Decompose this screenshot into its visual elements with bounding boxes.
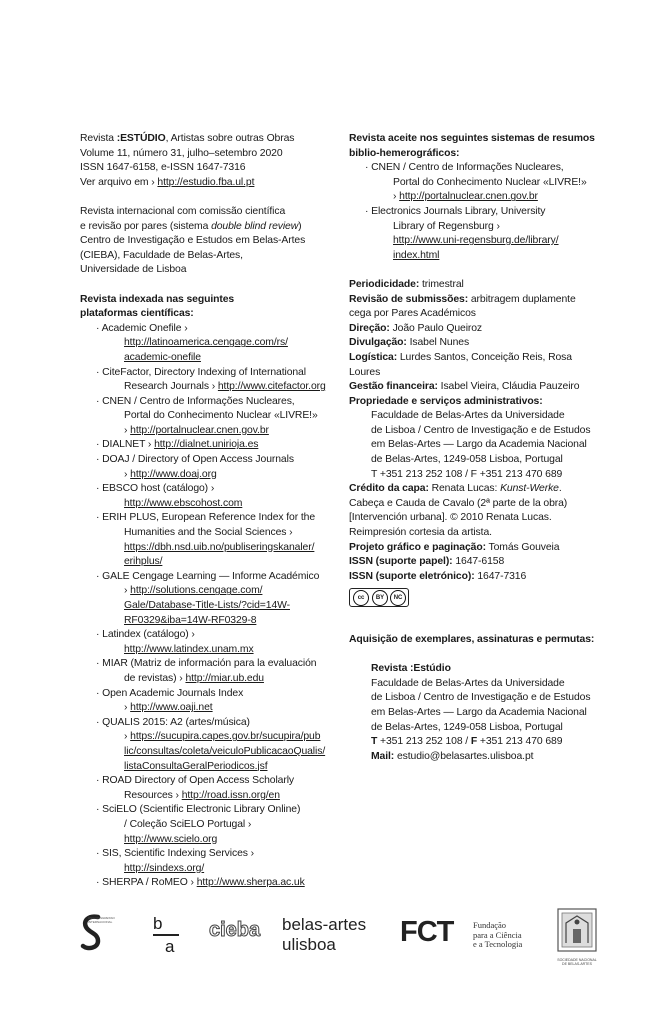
list-item-title: · MIAR (Matriz de información para la evaluación: [96, 658, 317, 670]
list-item: [349, 205, 601, 263]
list-item-title: · CiteFactor, Directory Indexing of International: [96, 366, 306, 378]
capa-line: Cabeça e Cauda de Cavalo (2ª parte de la obra): [349, 497, 568, 509]
list-item-link[interactable]: https://dbh.nsd.uib.no/publiseringskanaler/: [124, 541, 315, 553]
list-item-line: [104, 526, 332, 541]
list-item-title: · CNEN / Centro de Informações Nucleares,: [365, 162, 564, 174]
list-item: [80, 716, 332, 774]
logo-strip: [0, 905, 671, 975]
list-item-line: [373, 249, 601, 264]
systems-title: Revista aceite nos seguintes sistemas de resumos: [349, 133, 595, 144]
list-item-line: [104, 730, 332, 745]
list-item: [80, 453, 332, 482]
list-item-title: · SIS, Scientific Indexing Services ›: [96, 848, 254, 860]
list-item-text: ›: [124, 731, 131, 743]
fax-value: +351 213 470 689: [477, 736, 563, 748]
list-item-link[interactable]: http://www.latindex.unam.mx: [124, 643, 254, 655]
propriedade-line: Faculdade de Belas-Artes da Universidade: [371, 410, 565, 422]
list-item-text: / Coleção SciELO Portugal ›: [124, 818, 252, 830]
phone-value: +351 213 252 108 /: [377, 736, 471, 748]
propriedade-line: T +351 213 252 108 / F +351 213 470 689: [371, 468, 563, 480]
propriedade-label: Propriedade e serviços administrativos:: [349, 395, 543, 407]
list-item: [80, 395, 332, 439]
mail-label: Mail:: [371, 750, 395, 762]
intro-line: Centro de Investigação e Estudos em Belas-Artes: [80, 235, 306, 247]
revisao-label: Revisão de submissões:: [349, 293, 469, 305]
list-item-text: ›: [124, 702, 131, 714]
ba-bottom: a: [165, 936, 175, 956]
capa-line: Reimpresión cortesia da artista.: [349, 527, 492, 539]
list-item-line: [373, 234, 601, 249]
list-item-line: [104, 672, 332, 687]
gestao-value: Isabel Vieira, Cláudia Pauzeiro: [437, 381, 580, 393]
journal-name: :ESTÚDIO: [116, 133, 166, 144]
systems-title: biblio-hemerográficos:: [349, 147, 460, 159]
list-item-line: [104, 409, 332, 424]
list-item-text: ›: [124, 585, 131, 597]
list-item-line: [104, 760, 332, 775]
list-item: [80, 511, 332, 569]
list-item-link[interactable]: http://dialnet.unirioja.es: [154, 439, 259, 451]
list-item-line: [104, 584, 332, 599]
list-item-title: · ROAD Directory of Open Access Scholarly: [96, 775, 295, 787]
cso-logo: [80, 913, 115, 956]
contact-block: [349, 662, 601, 764]
list-item: [80, 657, 332, 686]
list-item-line: [104, 380, 332, 395]
gestao-label: Gestão financeira:: [349, 381, 438, 393]
list-item-title: · DIALNET ›: [96, 439, 155, 451]
capa-dot: .: [558, 483, 562, 495]
capa-label: Crédito da capa:: [349, 483, 429, 495]
issn-elec-value: 1647-7316: [474, 570, 527, 582]
divulgacao-label: Divulgação:: [349, 337, 407, 349]
list-item: [80, 628, 332, 657]
list-item-text: ›: [124, 468, 131, 480]
contact-name: Revista :Estúdio: [371, 663, 451, 675]
list-item-link[interactable]: erihplus/: [124, 556, 163, 568]
list-item-line: [104, 599, 332, 614]
list-item-text: Portal do Conhecimento Nuclear «LIVRE!»: [393, 176, 587, 188]
contact-line: de Lisboa / Centro de Investigação e de Estudos: [371, 692, 591, 704]
list-item-line: [104, 818, 332, 833]
list-item-title: · DOAJ / Directory of Open Access Journals: [96, 454, 294, 466]
list-item-link[interactable]: https://sucupira.capes.gov.br/sucupira/pub: [130, 731, 321, 743]
list-item-link[interactable]: academic-onefile: [124, 351, 201, 363]
contact-line: Faculdade de Belas-Artes da Universidade: [371, 677, 565, 689]
fct-logo: FCT: [400, 916, 454, 948]
fct-text-line: Fundação: [473, 920, 507, 930]
issn-papel-label: ISSN (suporte papel):: [349, 556, 453, 568]
direcao-value: João Paulo Queiroz: [389, 322, 483, 334]
list-item-line: [104, 424, 332, 439]
list-item-title: · Academic Onefile ›: [96, 322, 188, 334]
list-item-title: · EBSCO host (catálogo) ›: [96, 483, 215, 495]
list-item-title: · ERIH PLUS, European Reference Index for the: [96, 512, 316, 524]
right-column: [349, 132, 601, 764]
list-item-text: Research Journals ›: [124, 381, 218, 393]
cc-icon: cc: [353, 590, 369, 606]
list-item: [80, 803, 332, 847]
list-item-title: · QUALIS 2015: A2 (artes/música): [96, 716, 250, 728]
list-item-link[interactable]: RF0329&iba=14W-RF0329-8: [124, 614, 257, 626]
issn-elec-label: ISSN (suporte eletrónico):: [349, 570, 475, 582]
list-item: [80, 570, 332, 628]
revisao-value: arbitragem duplamente: [468, 293, 576, 305]
intro-block: [80, 205, 332, 278]
belas-artes-logo: [282, 915, 366, 955]
list-item-text: Resources ›: [124, 789, 182, 801]
list-item: [80, 774, 332, 803]
left-column: [80, 132, 332, 891]
indexed-title: Revista indexada nas seguintes: [80, 293, 235, 305]
list-item-line: [373, 176, 601, 191]
contact-line: de Belas-Artes, 1249-058 Lisboa, Portugal: [371, 721, 563, 733]
propriedade-line: de Lisboa / Centro de Investigação e de Estudos: [371, 424, 591, 436]
list-item-title: · GALE Cengage Learning — Informe Académico: [96, 570, 320, 582]
list-item-title: · Latindex (catálogo) ›: [96, 629, 195, 641]
intro-line: Revista internacional com comissão científica: [80, 205, 286, 217]
list-item-link[interactable]: http://portalnuclear.cnen.gov.br: [130, 424, 269, 436]
list-item-link[interactable]: index.html: [393, 249, 440, 261]
list-item-line: [104, 701, 332, 716]
list-item-title: · Open Academic Journals Index: [96, 687, 244, 699]
archive-link[interactable]: http://estudio.fba.ul.pt: [157, 176, 255, 188]
list-item-text: Library of Regensburg ›: [393, 220, 500, 232]
systems-list: [349, 161, 601, 263]
archive-label: Ver arquivo em ›: [80, 176, 158, 188]
list-item-line: [104, 614, 332, 629]
issn-papel-value: 1647-6158: [452, 556, 505, 568]
capa-line: [Intervención urbana]. © 2010 Renata Lucas.: [349, 512, 552, 524]
fct-text: [473, 921, 522, 950]
volume-line: Volume 11, número 31, julho–setembro 2020: [80, 147, 283, 159]
list-item-link[interactable]: http://www.ebscohost.com: [124, 497, 243, 509]
ba-logo: [153, 915, 179, 955]
mail-value: estudio@belasartes.ulisboa.pt: [394, 750, 534, 762]
intro-italic: double blind review: [211, 220, 299, 232]
journal-header: [80, 132, 332, 190]
capa-author: Renata Lucas:: [428, 483, 501, 495]
sna-text: SOCIEDADE NACIONAL DE BELAS-ARTES: [557, 958, 597, 966]
list-item-line: [104, 541, 332, 556]
intro-line: Universidade de Lisboa: [80, 264, 187, 276]
list-item-title: · SHERPA / RoMEO ›: [96, 877, 197, 889]
creative-commons-badge: [349, 588, 409, 607]
list-item-link[interactable]: http://www.sherpa.ac.uk: [196, 877, 305, 889]
header-prefix: Revista: [80, 133, 117, 144]
list-item-link[interactable]: http://www.scielo.org: [124, 833, 218, 845]
list-item-link[interactable]: Gale/Database-Title-Lists/?cid=14W-: [124, 600, 290, 611]
list-item-text: ›: [124, 424, 131, 436]
list-item-line: [104, 497, 332, 512]
list-item-line: [104, 643, 332, 658]
indexed-title: plataformas científicas:: [80, 308, 194, 320]
list-item-line: [104, 789, 332, 804]
list-item-link[interactable]: lic/consultas/coleta/veiculoPublicacaoQualis/: [124, 745, 326, 757]
divulgacao-value: Isabel Nunes: [406, 337, 470, 349]
projeto-label: Projeto gráfico e paginação:: [349, 541, 486, 553]
list-item-link[interactable]: http://www.uni-regensburg.de/library/: [393, 235, 559, 247]
list-item-link[interactable]: http://sindexs.org/: [124, 862, 205, 874]
periodicidade-value: trimestral: [419, 278, 464, 290]
phone-label: T: [371, 736, 378, 748]
list-item: [80, 687, 332, 716]
projeto-value: Tomás Gouveia: [485, 541, 560, 553]
direcao-label: Direção:: [349, 322, 390, 334]
intro-line: e revisão por pares (sistema: [80, 220, 212, 232]
capa-work: Kunst-Werke: [500, 483, 559, 495]
list-item-title: · CNEN / Centro de Informações Nucleares,: [96, 395, 295, 407]
list-item: [349, 161, 601, 205]
propriedade-line: em Belas-Artes — Largo da Academia Nacional: [371, 439, 587, 451]
issn-line: ISSN 1647-6158, e-ISSN 1647-7316: [80, 162, 246, 174]
list-item-line: [104, 833, 332, 848]
sna-logo: [556, 907, 598, 965]
list-item-link[interactable]: http://www.doaj.org: [130, 468, 217, 480]
fax-label: F: [470, 736, 478, 748]
list-item-text: Humanities and the Social Sciences ›: [124, 527, 293, 539]
list-item-line: [104, 862, 332, 877]
list-item: [80, 876, 332, 891]
revisao-value: cega por Pares Académicos: [349, 308, 476, 320]
list-item: [80, 847, 332, 876]
list-item: [80, 438, 332, 453]
list-item-line: [104, 555, 332, 570]
list-item-text: Portal do Conhecimento Nuclear «LIVRE!»: [124, 410, 318, 422]
cieba-logo: cieba: [209, 919, 261, 941]
ba-top: b: [153, 914, 163, 933]
list-item-text: ›: [393, 191, 400, 203]
periodicidade-label: Periodicidade:: [349, 278, 420, 290]
fct-text-line: e a Tecnologia: [473, 939, 523, 949]
list-item: [80, 482, 332, 511]
logistica-value: Lurdes Santos, Conceição Reis, Rosa Loures: [349, 351, 572, 378]
list-item-link[interactable]: http://solutions.cengage.com/: [130, 585, 263, 597]
sna-emblem-icon: [556, 907, 598, 953]
cso-text: CSO CONGRESSO INTERNACIONAL: [88, 916, 115, 924]
belas-line1: belas-artes: [282, 915, 367, 934]
list-item: [80, 322, 332, 366]
nc-icon: NC: [390, 590, 406, 606]
list-item-link[interactable]: http://latinoamerica.cengage.com/rs/: [124, 337, 288, 349]
list-item-link[interactable]: http://www.citefactor.org: [217, 381, 326, 393]
ba-rule: [153, 934, 179, 936]
list-item-line: [104, 351, 332, 366]
list-item: [80, 366, 332, 395]
list-item-link[interactable]: http://road.issn.org/en: [181, 789, 280, 801]
logistica-label: Logística:: [349, 351, 398, 363]
list-item-link[interactable]: http://miar.ub.edu: [185, 672, 264, 684]
list-item-line: [373, 220, 601, 235]
intro-line: ): [298, 220, 302, 232]
index-list: [80, 322, 332, 891]
list-item-line: [104, 336, 332, 351]
contact-line: em Belas-Artes — Largo da Academia Nacional: [371, 706, 587, 718]
fct-text-line: para a Ciência: [473, 929, 522, 940]
list-item-line: [104, 468, 332, 483]
header-subtitle: , Artistas sobre outras Obras: [165, 133, 295, 144]
by-icon: BY: [372, 590, 388, 606]
list-item-link[interactable]: listaConsultaGeralPeriodicos.jsf: [124, 760, 268, 772]
belas-line2: ulisboa: [282, 935, 336, 954]
aquisicao-title: Aquisição de exemplares, assinaturas e permutas:: [349, 634, 595, 645]
list-item-line: [373, 190, 601, 205]
propriedade-line: de Belas-Artes, 1249-058 Lisboa, Portugal: [371, 454, 563, 466]
list-item-title: · SciELO (Scientific Electronic Library Online): [96, 804, 301, 816]
intro-line: (CIEBA), Faculdade de Belas-Artes,: [80, 249, 243, 261]
list-item-link[interactable]: http://www.oaji.net: [130, 702, 213, 714]
list-item-line: [104, 745, 332, 760]
list-item-title: · Electronics Journals Library, University: [365, 205, 546, 217]
list-item-link[interactable]: http://portalnuclear.cnen.gov.br: [399, 191, 538, 203]
list-item-text: de revistas) ›: [124, 672, 186, 684]
